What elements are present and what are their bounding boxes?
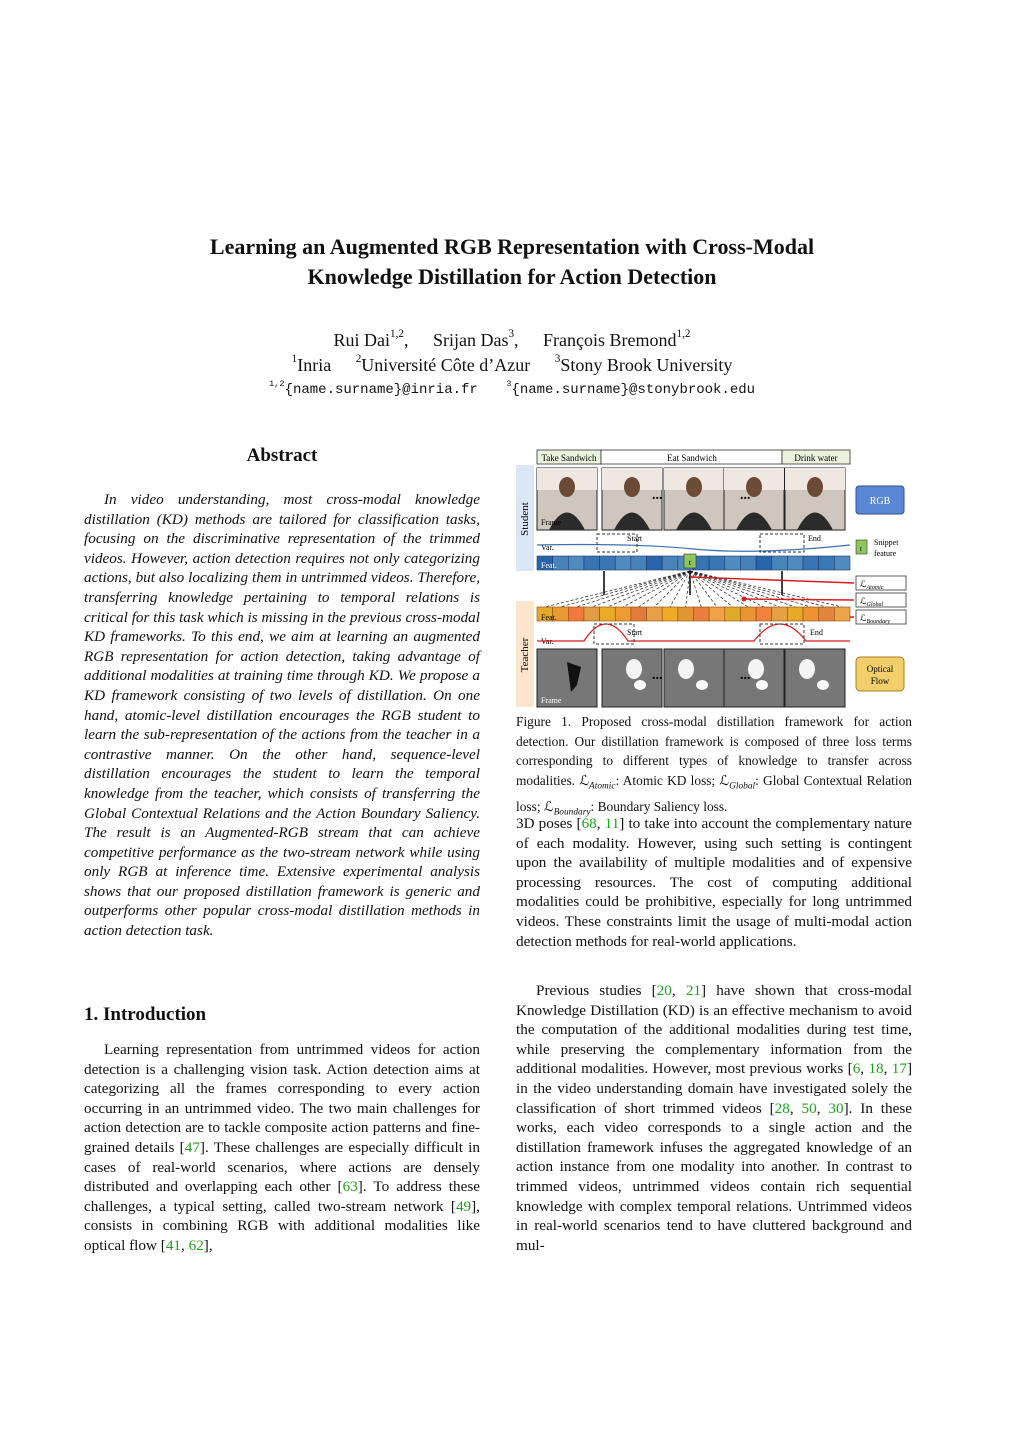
right-paragraph-1: 3D poses [68, 11] to take into account the complementary nature of each modality. However, using such setting is contingent upon the availability of multiple modalities and of expensive processing resources. The cost of computing additional modalities could be prohibitive, especially for long untrimmed videos. These constraints limit the usage of multi-modal action detection methods for real-world applications.	[516, 815, 912, 950]
email: {name.surname}@stonybrook.edu	[511, 382, 756, 398]
citation-link[interactable]: 18	[868, 1060, 884, 1078]
student-feature-cell	[662, 556, 678, 570]
title-line-1: Learning an Augmented RGB Representation with Cross-Modal	[209, 234, 815, 259]
global-relation-lines	[545, 571, 842, 607]
relation-line	[690, 571, 764, 607]
teacher-feature-cell	[772, 607, 788, 621]
student-feature-cell	[740, 556, 756, 570]
affil-sup: 2	[355, 353, 362, 366]
citation-link[interactable]: 17	[891, 1060, 907, 1078]
citation-link[interactable]: 6	[852, 1060, 861, 1078]
relation-line	[607, 571, 690, 607]
citation-link[interactable]: 68	[581, 815, 597, 832]
student-feature-cell	[568, 556, 584, 570]
end-label: End	[808, 534, 821, 543]
end-window	[760, 624, 804, 644]
end-label: End	[810, 628, 823, 637]
ellipsis-icon: ...	[740, 668, 751, 683]
right-paragraph-2: Previous studies [20, 21] have shown that cross-modal Knowledge Distillation (KD) is an effective mechanism to avoid the computation of the additional modalities during test time, while preserving the complementary information from the additional modalities. However, most previous works [6, 18, 17] in the video understanding domain have investigated solely the classification of short trimmed videos [28, 50, 30]. In these works, each video corresponds to a single action and the distillation framework infuses the aggregated knowledge of an action instance from one modality into another. In contrast to trimmed videos, untrimmed videos contain rich sequential knowledge with complex temporal relations. Untrimmed videos in real-world scenarios tend to have cluttered background and mul-	[516, 982, 913, 1254]
motion-blob	[634, 680, 646, 690]
author-name: François Bremond	[543, 330, 677, 350]
right-column-paragraph-1	[516, 814, 912, 951]
teacher-feature-cell	[819, 607, 835, 621]
rgb-frame-strip	[537, 468, 845, 530]
email: {name.surname}@inria.fr	[284, 382, 478, 398]
student-feature-cell	[803, 556, 819, 570]
abstract-heading: Abstract	[246, 445, 318, 466]
teacher-feature-cell	[600, 607, 616, 621]
motion-blob	[817, 680, 829, 690]
student-feature-cell	[647, 556, 663, 570]
ellipsis-icon: ...	[652, 488, 663, 503]
t-label: t	[688, 558, 692, 567]
figure-1-caption: Figure 1. Proposed cross-modal distillation framework for action detection. Our distillation framework is composed of three loss terms corresponding to different types of knowledge to transfer across modalities. ℒ$_{Atomic}$: Atomic KD loss; ℒ$_{Global}$: Global Contextual Relation loss; ℒ$_{Boundary}$: Boundary Saliency loss.	[516, 714, 913, 818]
snippet-label: Snippet	[874, 538, 899, 547]
teacher-label: Teacher	[519, 637, 531, 673]
snippet-label: feature	[874, 549, 897, 558]
action-label: Eat Sandwich	[667, 453, 717, 463]
author-affil-sup: 1,2	[390, 328, 404, 341]
citation-link[interactable]: 50	[801, 1099, 817, 1117]
loss-symbol: ℒ$_{Atomic}$	[579, 772, 616, 792]
relation-line	[690, 571, 717, 607]
teacher-feature-cell	[787, 607, 803, 621]
affiliation: Stony Brook University	[560, 355, 733, 375]
ellipsis-icon: ...	[740, 488, 751, 503]
teacher-feature-cell	[568, 607, 584, 621]
t-label: t	[860, 545, 862, 553]
relation-line	[639, 571, 690, 607]
ellipsis-icon: ...	[652, 668, 663, 683]
student-feature-cell	[772, 556, 788, 570]
intro-paragraph-1: Learning representation from untrimmed videos for action detection is a challenging vision task. Action detection aims at categorizing all the frames corresponding to every action occurring in an untrimmed video. The two main challenges for action detection are to tackle composite action patterns and fine-grained details [47]. These challenges are especially difficult in cases of real-world scenarios, where actions are densely distributed and overlapping each other [63]. To address these challenges, a typical setting, called two-stream network [49], consists in combining RGB with additional modalities like optical flow [41, 62],	[84, 1041, 480, 1254]
citation-link[interactable]: 30	[828, 1099, 844, 1117]
distillation-framework-diagram	[514, 447, 914, 709]
teacher-feature-cell	[694, 607, 710, 621]
student-feature-cell	[631, 556, 647, 570]
teacher-feature-cell	[834, 607, 850, 621]
optical-flow-label: Flow	[870, 676, 890, 686]
optical-flow-label: Optical	[866, 664, 894, 674]
citation-link[interactable]: 47	[184, 1138, 200, 1156]
var-label: Var.	[541, 637, 554, 646]
var-label: Var.	[541, 543, 554, 552]
feat-label: Feat.	[541, 561, 557, 570]
abstract-body	[84, 490, 480, 941]
person-head	[807, 477, 823, 497]
affiliation: Inria	[297, 355, 332, 375]
citation-link[interactable]: 21	[685, 982, 702, 999]
title-line-2: Knowledge Distillation for Action Detection	[307, 264, 717, 289]
action-label: Take Sandwich	[541, 453, 597, 463]
frame-label: Frame	[541, 518, 562, 527]
citation-link[interactable]: 63	[342, 1178, 358, 1196]
figure-1	[514, 447, 914, 709]
person-head	[559, 477, 575, 497]
teacher-feature-cell	[631, 607, 647, 621]
teacher-feature-cell	[803, 607, 819, 621]
citation-link[interactable]: 20	[656, 982, 672, 999]
relation-line	[560, 571, 690, 607]
relation-line	[690, 571, 811, 607]
student-feature-cell	[819, 556, 835, 570]
atomic-loss-connector	[690, 577, 854, 583]
citation-link[interactable]: 28	[774, 1099, 790, 1117]
flow-frame	[664, 649, 724, 707]
start-label: Start	[627, 628, 643, 637]
right-column-paragraph-2	[516, 981, 912, 1255]
flow-frame	[785, 649, 845, 707]
teacher-feature-sequence	[537, 607, 850, 621]
citation-link[interactable]: 41	[165, 1236, 182, 1254]
optical-flow-frame-strip	[537, 649, 845, 707]
global-loss-connector	[744, 599, 854, 600]
affiliation: Université Côte d’Azur	[361, 355, 531, 375]
teacher-feature-cell	[615, 607, 631, 621]
teacher-feature-cell	[662, 607, 678, 621]
motion-blob	[696, 680, 708, 690]
teacher-feature-cell	[678, 607, 694, 621]
loss-global-label: ℒ$_{Global}$	[860, 596, 884, 608]
relation-line	[545, 571, 690, 607]
relation-line	[690, 571, 748, 607]
intro-left-column	[84, 1040, 480, 1256]
motion-blob	[756, 680, 768, 690]
teacher-feature-cell	[647, 607, 663, 621]
abstract-text: In video understanding, most cross-modal knowledge distillation (KD) methods are tailored for classification tasks, focusing on the discriminative representation of the trimmed videos. However, action detection requires not only categorizing actions, but also localizing them in untrimmed videos. Therefore, transferring knowledge pertaining to temporal relations is critical for this task which is missing in the previous cross-modal KD frameworks. To this end, we aim at learning an augmented RGB representation for action detection, taking advantage of additional modalities at training time through KD. We propose a KD framework consisting of two levels of distillation. On one hand, atomic-level distillation encourages the RGB student to learn the sub-representation of the actions from the teacher in a contrastive manner. On the other hand, sequence-level distillation encourages the student to learn the temporal knowledge from the teacher, which consists of transferring the Global Contextual Relations and the Action Boundary Saliency. The result is an Augmented-RGB stream that can achieve competitive performance as the two-stream network while using only RGB at inference time. Extensive experimental analysis shows that our proposed distillation framework is generic and outperforms other popular cross-modal distillation methods in action detection task.	[84, 491, 480, 940]
student-variance-curve	[537, 545, 850, 552]
feat-label: Feat.	[541, 613, 557, 622]
author-affil-sup: 3	[508, 328, 515, 341]
relation-line	[690, 571, 827, 607]
email-list	[0, 380, 1024, 400]
email-sup: 3	[506, 379, 512, 390]
citation-link[interactable]: 49	[455, 1197, 472, 1215]
citation-link[interactable]: 62	[188, 1236, 204, 1254]
student-feature-cell	[725, 556, 741, 570]
person-head	[624, 477, 640, 497]
person-head	[686, 477, 702, 497]
student-feature-cell	[600, 556, 616, 570]
teacher-feature-cell	[740, 607, 756, 621]
motion-blob	[799, 659, 815, 679]
student-feature-cell	[756, 556, 772, 570]
teacher-feature-cell	[584, 607, 600, 621]
author-name: Srijan Das	[432, 330, 509, 350]
frame-label: Frame	[541, 696, 562, 705]
author-affil-sup: 1,2	[676, 328, 691, 341]
affil-sup: 1	[291, 353, 298, 366]
section-heading-introduction: 1. Introduction	[84, 1004, 207, 1025]
student-feature-cell	[709, 556, 725, 570]
paper-title	[0, 232, 1024, 292]
affiliation-list	[0, 353, 1024, 377]
student-feature-cell	[584, 556, 600, 570]
loss-atomic-label: ℒ$_{Atomic}$	[860, 579, 884, 591]
teacher-feature-cell	[709, 607, 725, 621]
action-label: Drink water	[794, 453, 838, 463]
loss-symbol: ℒ$_{Global}$	[719, 772, 756, 792]
motion-blob	[678, 659, 694, 679]
citation-link[interactable]: 11	[604, 815, 620, 832]
student-label: Student	[519, 502, 531, 536]
relation-line	[654, 571, 690, 607]
teacher-feature-cell	[756, 607, 772, 621]
loss-boundary-label: ℒ$_{Boundary}$	[860, 613, 891, 625]
student-feature-cell	[787, 556, 803, 570]
rgb-label: RGB	[869, 496, 891, 507]
motion-blob	[626, 659, 642, 679]
author-list: Rui Dai$^{1,2}$, Srijan Das$^3$, François Bremond$^{1,2}$	[333, 328, 691, 350]
global-loss-node	[742, 597, 747, 602]
student-feature-cell	[615, 556, 631, 570]
loss-symbol: ℒ$_{Boundary}$	[543, 799, 591, 818]
start-label: Start	[627, 534, 643, 543]
student-feature-cell	[834, 556, 850, 570]
author-name: Rui Dai	[333, 330, 391, 350]
teacher-feature-cell	[725, 607, 741, 621]
teacher-variance-curve	[537, 624, 850, 641]
relation-line	[592, 571, 690, 607]
email-sup: 1,2	[268, 379, 285, 390]
relation-line	[690, 571, 795, 607]
affil-sup: 3	[554, 353, 561, 366]
